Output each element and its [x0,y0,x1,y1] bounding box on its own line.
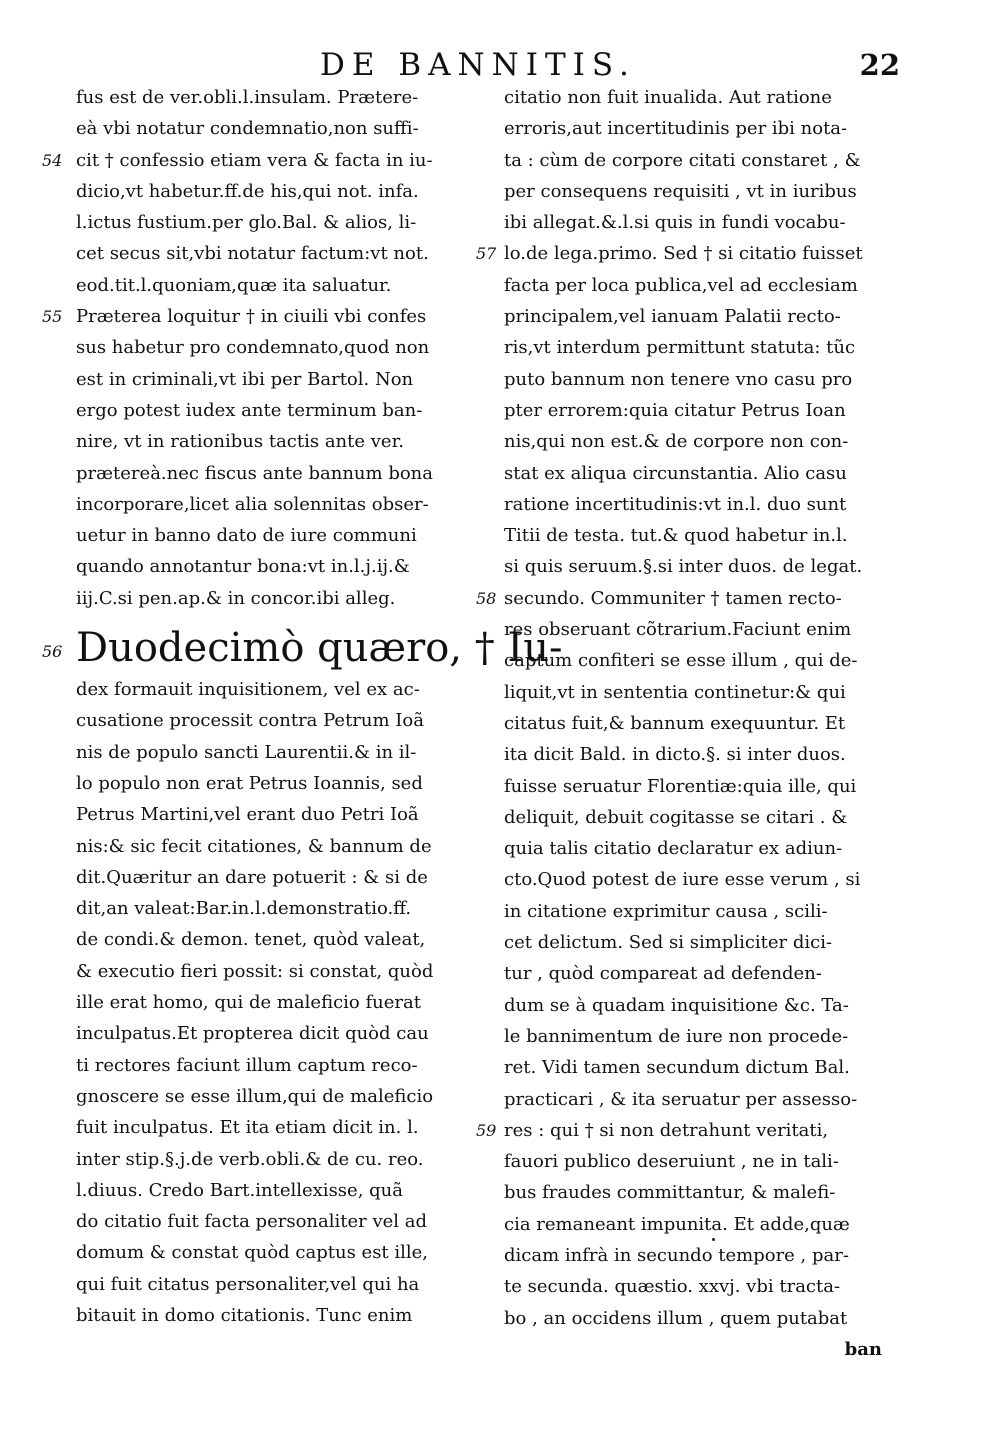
ink-speck [712,1238,715,1241]
line-text: iij.C.si pen.ap.& in concor.ibi alleg. [76,587,396,609]
text-line [480,896,912,927]
text-line [60,831,472,862]
text-line [480,864,912,895]
line-text: bitauit in domo citationis. Tunc enim [76,1304,413,1326]
line-text: fuit inculpatus. Et ita etiam dicit in. l. [76,1117,419,1139]
text-line [60,1175,472,1206]
text-line [476,238,912,269]
text-line [60,987,472,1018]
text-line [60,956,472,987]
line-text: cusatione processit contra Petrum Ioã [76,710,424,732]
text-line [480,551,912,582]
line-text: est in criminali,vt ibi per Bartol. Non [76,368,414,390]
running-title: DE BANNITIS. [320,47,636,83]
text-line [476,583,912,614]
text-line [60,489,472,520]
line-text: lo populo non erat Petrus Ioannis, sed [76,772,423,794]
text-line [480,1303,912,1334]
line-text: ille erat homo, qui de maleficio fuerat [76,992,421,1014]
line-text: & executio fieri possit: si constat, quòd [76,960,434,982]
line-text: l.ictus fustium.per glo.Bal. & alios, li- [76,212,417,234]
line-text: ti rectores faciunt illum captum reco- [76,1054,418,1076]
text-line [60,1206,472,1237]
line-text: ta : cùm de corpore citati constaret , & [504,149,861,171]
line-text: in citatione exprimitur causa , scili- [504,900,828,922]
text-line [480,113,912,144]
text-line [60,674,472,705]
text-line [480,270,912,301]
text-line [60,207,472,238]
line-text: dit,an valeat:Bar.in.l.demonstratio.ff. [76,898,412,920]
line-text: quando annotantur bona:vt in.l.j.ij.& [76,556,410,578]
line-text: dicam infrà in secundo tempore , par- [504,1244,849,1266]
line-text: quia talis citatio declaratur ex adiun- [504,838,843,860]
text-line [60,1018,472,1049]
line-text: domum & constat quòd captus est ille, [76,1242,429,1264]
line-text: tur , quòd compareat ad defenden- [504,963,822,985]
line-text: inculpatus.Et propterea dicit quòd cau [76,1023,429,1045]
line-text: cit † confessio etiam vera & facta in iu- [76,149,433,171]
line-text: ris,vt interdum permittunt statuta: tũc [504,337,856,359]
text-line [480,1209,912,1240]
line-text: fuisse seruatur Florentiæ:quia ille, qui [504,775,857,797]
line-text: gnoscere se esse illum,qui de maleficio [76,1085,434,1107]
line-text: nis de populo sancti Laurentii.& in il- [76,741,417,763]
text-line [480,1271,912,1302]
text-line [480,708,912,739]
text-line [42,145,472,176]
text-line [60,1144,472,1175]
line-text: res : qui † si non detrahunt veritati, [504,1119,829,1141]
text-line [60,551,472,582]
line-text: Duodecimò quæro, † Iu- [76,625,563,672]
line-text: prætereà.nec fiscus ante bannum bona [76,462,434,484]
line-text: do citatio fuit facta personaliter vel ad [76,1211,428,1233]
line-text: citatio non fuit inualida. Aut ratione [504,87,832,108]
margin-number: 57 [476,244,497,264]
text-line [60,332,472,363]
line-text: facta per loca publica,vel ad ecclesiam [504,274,858,296]
line-text: ratione incertitudinis:vt in.l. duo sunt [504,493,847,515]
line-text: cto.Quod potest de iure esse verum , si [504,869,861,891]
text-line [60,238,472,269]
line-text: uetur in banno dato de iure communi [76,525,417,547]
text-line [60,82,472,113]
text-line [60,176,472,207]
text-line [60,924,472,955]
line-text: dit.Quæritur an dare potuerit : & si de [76,866,428,888]
line-text: nis:& sic fecit citationes, & bannum de [76,835,432,857]
text-line [480,332,912,363]
line-text: fauori publico deseruiunt , ne in tali- [504,1151,839,1173]
spacer [60,614,472,622]
margin-number: 54 [42,150,63,170]
line-text: lo.de lega.primo. Sed † si citatio fuisset [504,243,863,265]
line-text: ret. Vidi tamen secundum dictum Bal. [504,1057,850,1079]
text-line [480,520,912,551]
right-column [476,82,912,1365]
line-text: dum se à quadam inquisitione &c. Ta- [504,994,849,1016]
line-text: dex formauit inquisitionem, vel ex ac- [76,679,420,701]
line-text: practicari , & ita seruatur per assesso- [504,1088,858,1110]
line-text: puto bannum non tenere vno casu pro [504,368,853,390]
text-line [480,145,912,176]
line-text: le bannimentum de iure non procede- [504,1025,849,1047]
line-text: stat ex aliqua circunstantia. Alio casu [504,462,847,484]
line-text: fus est de ver.obli.l.insulam. Prætere- [76,87,419,108]
text-line [480,771,912,802]
line-text: Petrus Martini,vel erant duo Petri Ioã [76,804,419,826]
margin-number: 58 [476,588,497,608]
text-line [480,958,912,989]
text-line [476,1115,912,1146]
line-text: bus fraudes committantur, & malefi- [504,1182,836,1204]
text-line [480,364,912,395]
text-line [480,301,912,332]
line-text: cet secus sit,vbi notatur factum:vt not. [76,243,429,265]
text-line [60,705,472,736]
text-line [480,489,912,520]
text-line [60,583,472,614]
catchword: ban [844,1338,882,1360]
text-line [60,1050,472,1081]
text-line [60,1237,472,1268]
text-line [60,395,472,426]
line-text: pter errorem:quia citatur Petrus Ioan [504,399,846,421]
text-line [60,113,472,144]
text-line [480,739,912,770]
text-line [60,768,472,799]
margin-number: 59 [476,1120,497,1140]
line-text: cia remaneant impunita. Et adde,quæ [504,1213,850,1235]
text-line [480,614,912,645]
text-line [60,1081,472,1112]
text-line [60,862,472,893]
text-line [480,990,912,1021]
line-text: l.diuus. Credo Bart.intellexisse, quã [76,1179,403,1201]
text-line [60,893,472,924]
line-text: ibi allegat.&.l.si quis in fundi vocabu- [504,212,846,234]
text-line [480,677,912,708]
line-text: ergo potest iudex ante terminum ban- [76,399,423,421]
line-text: bo , an occidens illum , quem putabat [504,1307,848,1329]
line-text: nis,qui non est.& de corpore non con- [504,431,849,453]
text-line [480,176,912,207]
text-line [42,622,563,674]
line-text: captum confiteri se esse illum , qui de- [504,650,858,672]
text-line [480,1177,912,1208]
text-line [480,1084,912,1115]
line-text: Titii de testa. tut.& quod habetur in.l. [504,525,848,547]
text-line [60,270,472,301]
text-line [480,426,912,457]
text-line [60,458,472,489]
text-line [480,1240,912,1271]
margin-number: 55 [42,307,63,327]
line-text: per consequens requisiti , vt in iuribus [504,180,857,202]
text-line [60,737,472,768]
line-text: de condi.& demon. tenet, quòd valeat, [76,929,426,951]
line-text: si quis seruum.§.si inter duos. de legat. [504,556,863,578]
text-line [480,802,912,833]
line-text: nire, vt in rationibus tactis ante ver. [76,431,404,453]
line-text: liquit,vt in sententia continetur:& qui [504,681,846,703]
text-line [480,1021,912,1052]
line-text: cet delictum. Sed si simpliciter dici- [504,932,833,954]
text-line [60,799,472,830]
text-line [60,1300,472,1331]
text-line [60,364,472,395]
text-line [480,458,912,489]
line-text: sus habetur pro condemnato,quod non [76,337,430,359]
line-text: deliquit, debuit cogitasse se citari . & [504,806,848,828]
line-text: eod.tit.l.quoniam,quæ ita saluatur. [76,274,392,296]
line-text: erroris,aut incertitudinis per ibi nota- [504,118,848,140]
line-text: qui fuit citatus personaliter,vel qui ha [76,1273,420,1295]
line-text: inter stip.§.j.de verb.obli.& de cu. reo. [76,1148,424,1170]
line-text: citatus fuit,& bannum exequuntur. Et [504,712,846,734]
line-text: secundo. Communiter † tamen recto- [504,587,842,609]
text-line [480,645,912,676]
text-line [480,207,912,238]
line-text: eà vbi notatur condemnatio,non suffi- [76,118,419,140]
text-line [480,927,912,958]
text-line [480,82,912,113]
margin-number: 56 [42,642,63,662]
line-text: dicio,vt habetur.ff.de his,qui not. infa. [76,180,419,202]
text-line [60,426,472,457]
text-line [60,1269,472,1300]
text-line [480,833,912,864]
text-line [60,520,472,551]
line-text: ita dicit Bald. in dicto.§. si inter duos. [504,744,846,766]
text-line [60,1112,472,1143]
folio-number: 22 [859,48,900,82]
line-text: principalem,vel ianuam Palatii recto- [504,306,841,328]
text-line [480,1052,912,1083]
line-text: incorporare,licet alia solennitas obser- [76,493,429,515]
text-line [480,395,912,426]
text-line [480,1146,912,1177]
line-text: te secunda. quæstio. xxvj. vbi tracta- [504,1276,841,1298]
text-line [42,301,472,332]
line-text: Præterea loquitur † in ciuili vbi confes [76,306,427,328]
line-text: res obseruant cõtrarium.Faciunt enim [504,619,852,641]
